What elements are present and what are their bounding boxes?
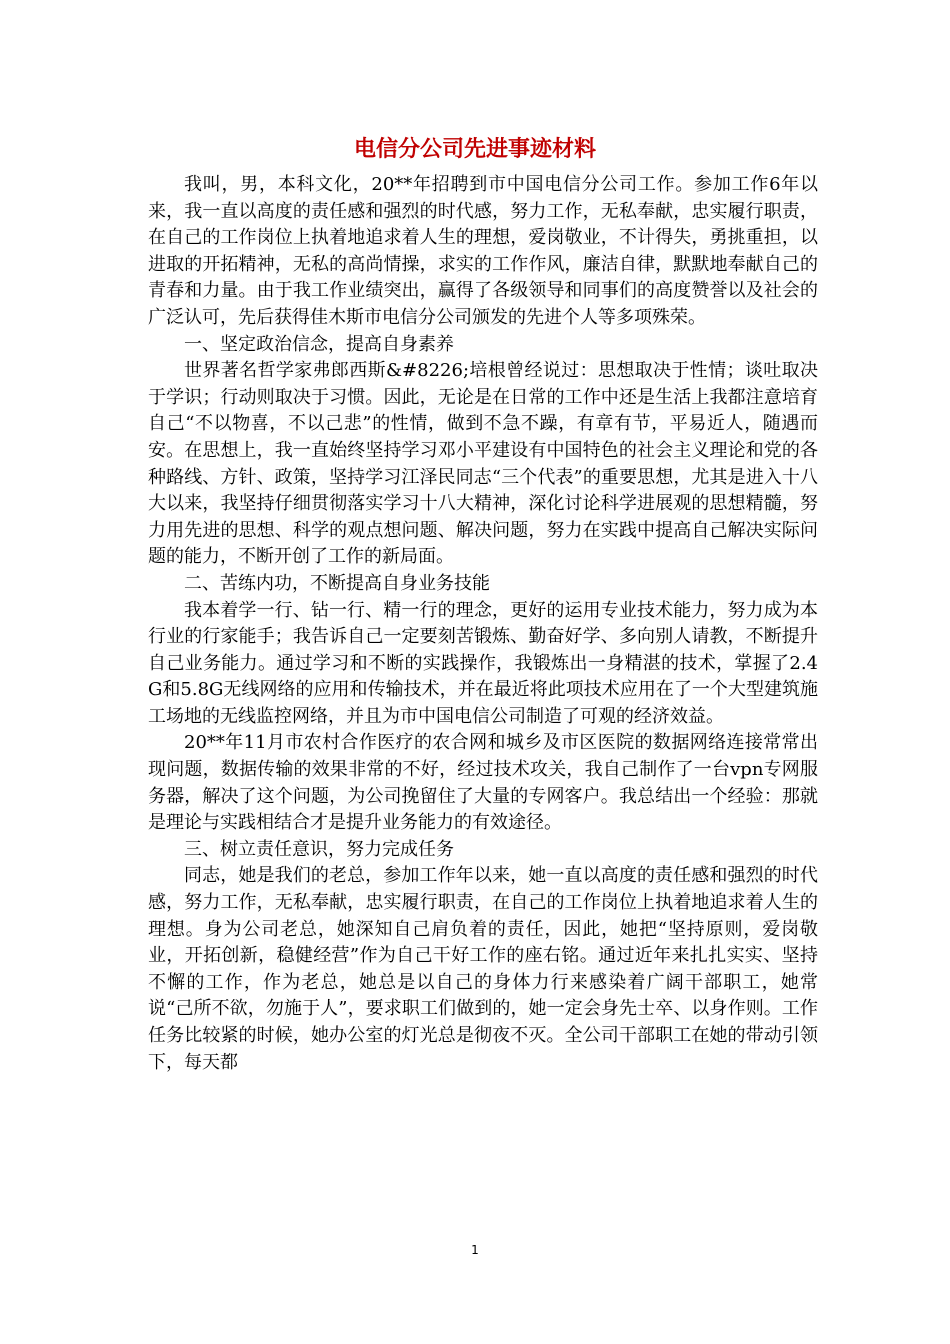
section-heading-3: 三、树立责任意识，努力完成任务 xyxy=(184,838,454,860)
paragraph-intro: 我叫，男，本科文化，20**年招聘到市中国电信分公司工作。参加工作6年以来，我一直以高度的责任感和强烈的时代感，努力工作，无私奉献，忠实履行职责，在自己的工作岗位上执着地追求着人生的理想，爱岗敬业，不计得失，勇挑重担，以进取的开拓精神，无私的高尚情操，求实的工作作风，廉洁自律，默默地奉献自己的青春和力量。由于我工作业绩突出，赢得了各级领导和同事们的高度赞誉以及社会的广泛认可，先后获得佳木斯市电信分公司颁发的先进个人等多项殊荣。 xyxy=(148,174,818,328)
document-title: 电信分公司先进事迹材料 xyxy=(353,136,596,162)
paragraph-responsibility: 同志，她是我们的老总，参加工作年以来，她一直以高度的责任感和强烈的时代感，努力工作，无私奉献，忠实履行职责，在自己的工作岗位上执着地追求着人生的理想。身为公司老总，她深知自己肩负着的责任，因此，她把“坚持原则，爱岗敬业，开拓创新，稳健经营”作为自己干好工作的座右铭。通过近年来扎扎实实、坚持不懈的工作，作为老总，她总是以自己的身体力行来感染着广阔干部职工，她常说“己所不欲，勿施于人”，要求职工们做到的，她一定会身先士卒、以身作则。工作任务比较紧的时候，她办公室的灯光总是彻夜不灭。全公司干部职工在她的带动引领下，每天都 xyxy=(148,865,818,1073)
section-heading-1: 一、坚定政治信念，提高自身素养 xyxy=(184,333,454,355)
page-number: 1 xyxy=(471,1243,479,1257)
section-heading-2: 二、苦练内功，不断提高自身业务技能 xyxy=(184,572,490,594)
paragraph-vpn: 20**年11月市农村合作医疗的农合网和城乡及市区医院的数据网络连接常常出现问题，数据传输的效果非常的不好，经过技术攻关，我自己制作了一台vpn专网服务器，解决了这个问题，为公司挽留住了大量的专网客户。我总结出一个经验：那就是理论与实践相结合才是提升业务能力的有效途径。 xyxy=(148,732,818,834)
paragraph-politics: 世界著名哲学家弗郎西斯&#8226;培根曾经说过：思想取决于性情；谈吐取决于学识；行动则取决于习惯。因此，无论是在日常的工作中还是生活上我都注意培育自己“不以物喜，不以己悲”的性情，做到不急不躁，有章有节，平易近人，随遇而安。在思想上，我一直始终坚持学习邓小平建设有中国特色的社会主义理论和党的各种路线、方针、政策，坚持学习江泽民同志“三个代表”的重要思想，尤其是进入十八大以来，我坚持仔细贯彻落实学习十八大精神，深化讨论科学进展观的思想精髓，努力用先进的思想、科学的观点想问题、解决问题，努力在实践中提高自己解决实际问题的能力，不断开创了工作的新局面。 xyxy=(148,360,818,568)
document-body xyxy=(148,172,818,1076)
paragraph-skills: 我本着学一行、钻一行、精一行的理念，更好的运用专业技术能力，努力成为本行业的行家能手；我告诉自己一定要刻苦锻炼、勤奋好学、多向别人请教，不断提升自己业务能力。通过学习和不断的实践操作，我锻炼出一身精湛的技术，掌握了2.4G和5.8G无线网络的应用和传输技术，并在最近将此项技术应用在了一个大型建筑施工场地的无线监控网络，并且为市中国电信公司制造了可观的经济效益。 xyxy=(148,599,818,727)
